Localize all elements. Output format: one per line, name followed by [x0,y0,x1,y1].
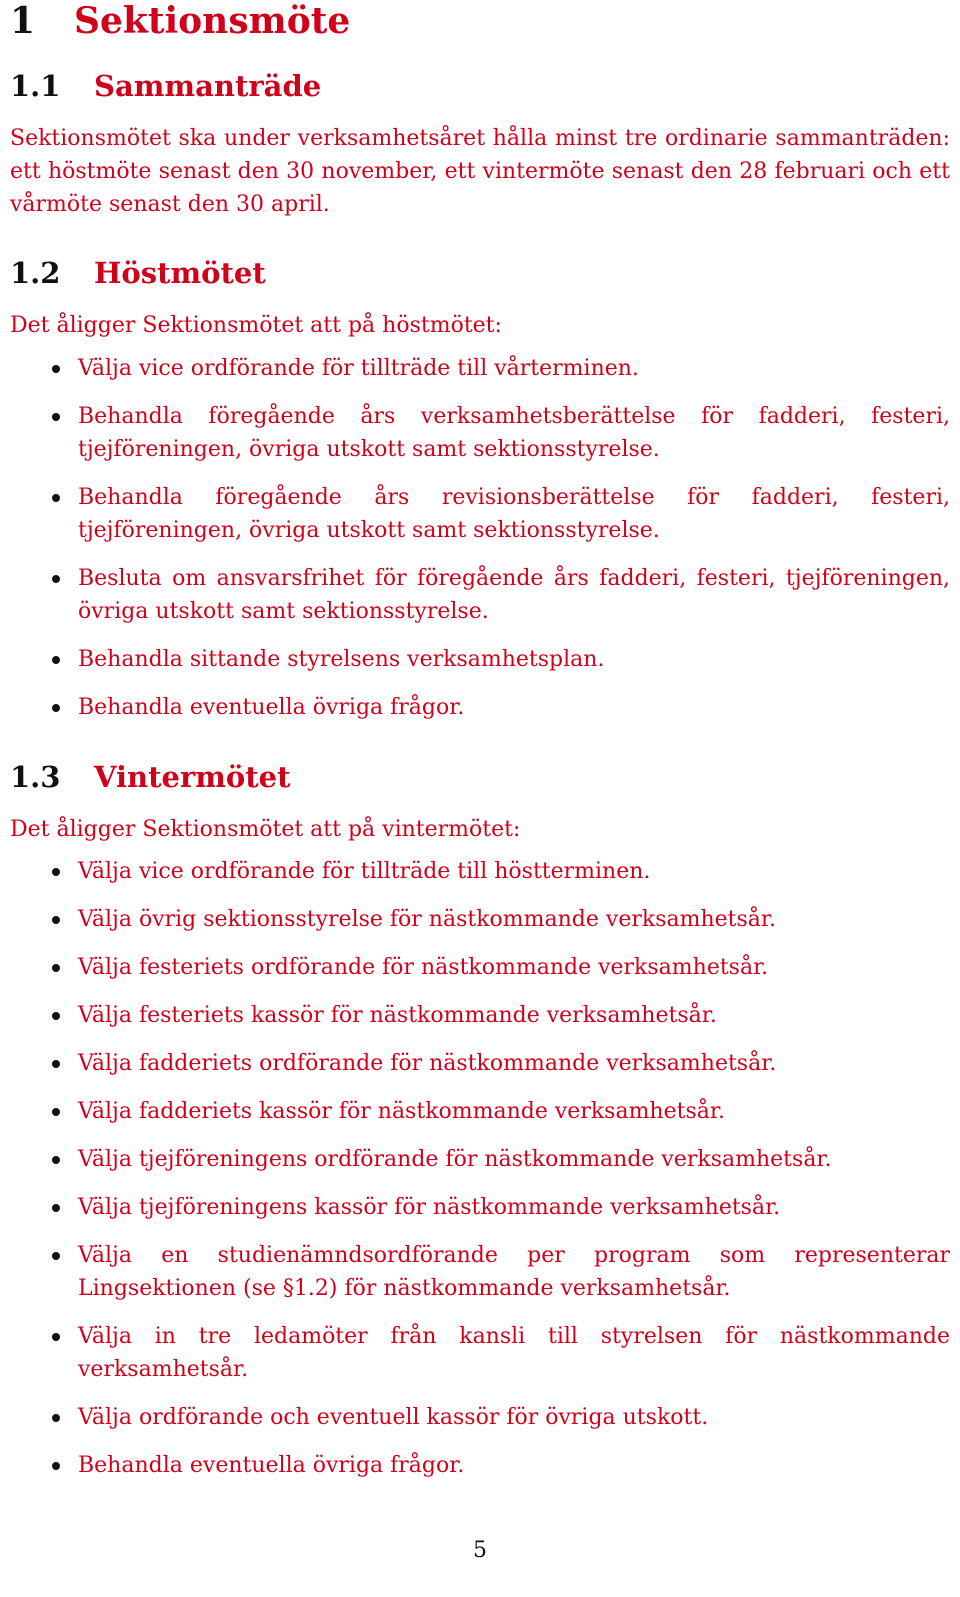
bullet-icon [52,1156,60,1164]
list-item [10,1239,950,1305]
list-item-text: Behandla eventuella övriga frågor. [78,695,465,720]
list-item-text: Välja in tre ledamöter från kansli till styrelsen för nästkommande verksamhetsår. [78,1324,950,1382]
bullet-icon [52,1060,60,1068]
bullet-icon [52,916,60,924]
page-number: 5 [473,1538,487,1563]
bullet-icon [52,413,60,421]
bullet-icon [52,1204,60,1212]
hostmotet-intro: Det åligger Sektionsmötet att på höstmötet: [10,313,502,338]
list-item-text: Välja en studienämndsordförande per program som representerar Lingsektionen (se §1.2) för nästkommande verksamhetsår. [78,1243,950,1301]
list-item [10,1320,950,1386]
list-item [10,691,950,724]
list-item [10,1401,950,1434]
list-item-text: Välja övrig sektionsstyrelse för nästkommande verksamhetsår. [78,907,776,932]
list-item-text: Behandla eventuella övriga frågor. [78,1453,465,1478]
vintermotet-list [10,855,950,1497]
list-item-text: Välja tjejföreningens ordförande för nästkommande verksamhetsår. [78,1147,832,1172]
subsection-heading-sammantrade [10,68,321,104]
list-item [10,562,950,628]
section-number: 1 [10,0,36,42]
bullet-icon [52,1462,60,1470]
vintermotet-intro: Det åligger Sektionsmötet att på vintermötet: [10,817,521,842]
bullet-icon [52,1108,60,1116]
list-item-text: Välja ordförande och eventuell kassör för övriga utskott. [78,1405,709,1430]
bullet-icon [52,1333,60,1341]
bullet-icon [52,365,60,373]
subsection-heading-vintermotet [10,759,291,795]
list-item [10,951,950,984]
subsection-number: 1.3 [10,760,61,794]
subsection-title: Vintermötet [94,760,291,794]
bullet-icon [52,964,60,972]
list-item [10,1449,950,1482]
bullet-icon [52,1414,60,1422]
section-title: Sektionsmöte [74,0,351,42]
list-item [10,1191,950,1224]
list-item-text: Behandla föregående års revisionsberättelse för fadderi, festeri, tjejföreningen, övriga utskott samt sektionsstyrelse. [78,485,950,543]
list-item-text: Välja vice ordförande för tillträde till vårterminen. [78,356,639,381]
list-item [10,1047,950,1080]
bullet-icon [52,704,60,712]
list-item [10,481,950,547]
list-item [10,999,950,1032]
list-item-text: Behandla sittande styrelsens verksamhetsplan. [78,647,605,672]
subsection-heading-hostmotet [10,255,266,291]
list-item-text: Behandla föregående års verksamhetsberättelse för fadderi, festeri, tjejföreningen, övriga utskott samt sektionsstyrelse. [78,404,950,462]
list-item-text: Välja fadderiets ordförande för nästkommande verksamhetsår. [78,1051,777,1076]
list-item [10,1095,950,1128]
list-item [10,855,950,888]
bullet-icon [52,656,60,664]
subsection-title: Höstmötet [94,256,266,290]
section-heading [10,0,350,42]
list-item-text: Välja festeriets ordförande för nästkommande verksamhetsår. [78,955,769,980]
subsection-number: 1.2 [10,256,61,290]
list-item-text: Välja tjejföreningens kassör för nästkommande verksamhetsår. [78,1195,781,1220]
list-item [10,1143,950,1176]
list-item [10,352,950,385]
hostmotet-list [10,352,950,739]
sammantrade-paragraph: Sektionsmötet ska under verksamhetsåret hålla minst tre ordinarie sammanträden: ett höstmöte senast den 30 november, ett vintermöte senast den 28 februari och ett vårmöte senast den 30 april. [10,126,950,217]
bullet-icon [52,1012,60,1020]
bullet-icon [52,868,60,876]
list-item-text: Besluta om ansvarsfrihet för föregående års fadderi, festeri, tjejföreningen, övriga utskott samt sektionsstyrelse. [78,566,950,624]
list-item [10,400,950,466]
bullet-icon [52,575,60,583]
list-item-text: Välja fadderiets kassör för nästkommande verksamhetsår. [78,1099,725,1124]
subsection-number: 1.1 [10,69,61,103]
list-item-text: Välja festeriets kassör för nästkommande verksamhetsår. [78,1003,717,1028]
bullet-icon [52,494,60,502]
list-item-text: Välja vice ordförande för tillträde till höstterminen. [78,859,651,884]
list-item [10,643,950,676]
subsection-title: Sammanträde [94,69,322,103]
list-item [10,903,950,936]
bullet-icon [52,1252,60,1260]
